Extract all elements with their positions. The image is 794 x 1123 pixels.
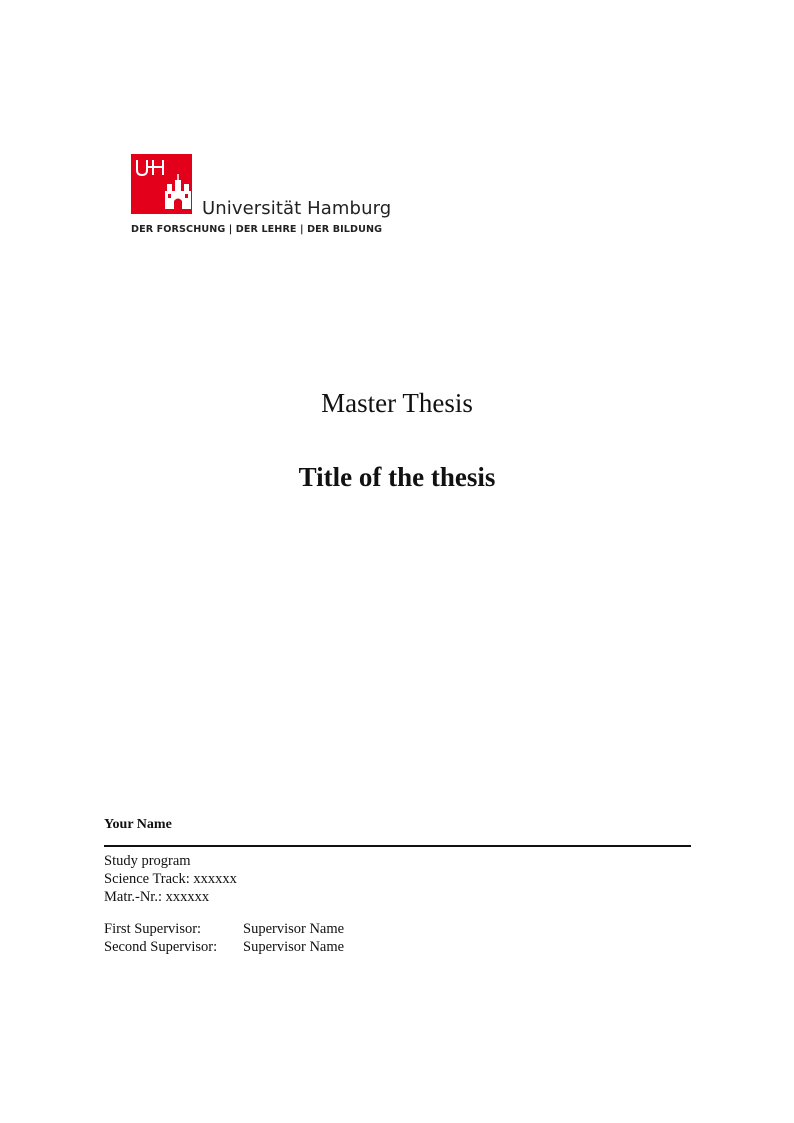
university-logo bbox=[131, 154, 391, 244]
supervisor-name: Supervisor Name bbox=[243, 939, 345, 955]
supervisors bbox=[104, 920, 344, 956]
science-track: Science Track: xxxxxx bbox=[104, 871, 237, 887]
supervisor-role: First Supervisor: bbox=[104, 921, 202, 937]
thesis-title: Title of the thesis bbox=[298, 462, 496, 492]
matriculation-number: Matr.-Nr.: xxxxxx bbox=[104, 889, 210, 905]
student-details bbox=[104, 852, 237, 906]
supervisor-row bbox=[104, 938, 344, 956]
supervisor-role: Second Supervisor: bbox=[104, 939, 218, 955]
university-name: Universität Hamburg bbox=[202, 198, 392, 219]
university-tagline: DER FORSCHUNG | DER LEHRE | DER BILDUNG bbox=[131, 224, 383, 235]
divider bbox=[104, 845, 691, 847]
supervisor-name: Supervisor Name bbox=[243, 921, 345, 937]
supervisor-row bbox=[104, 920, 344, 938]
study-program: Study program bbox=[104, 853, 191, 869]
author-name: Your Name bbox=[104, 817, 172, 832]
document-type: Master Thesis bbox=[321, 388, 473, 418]
uhh-emblem-icon bbox=[131, 154, 192, 214]
